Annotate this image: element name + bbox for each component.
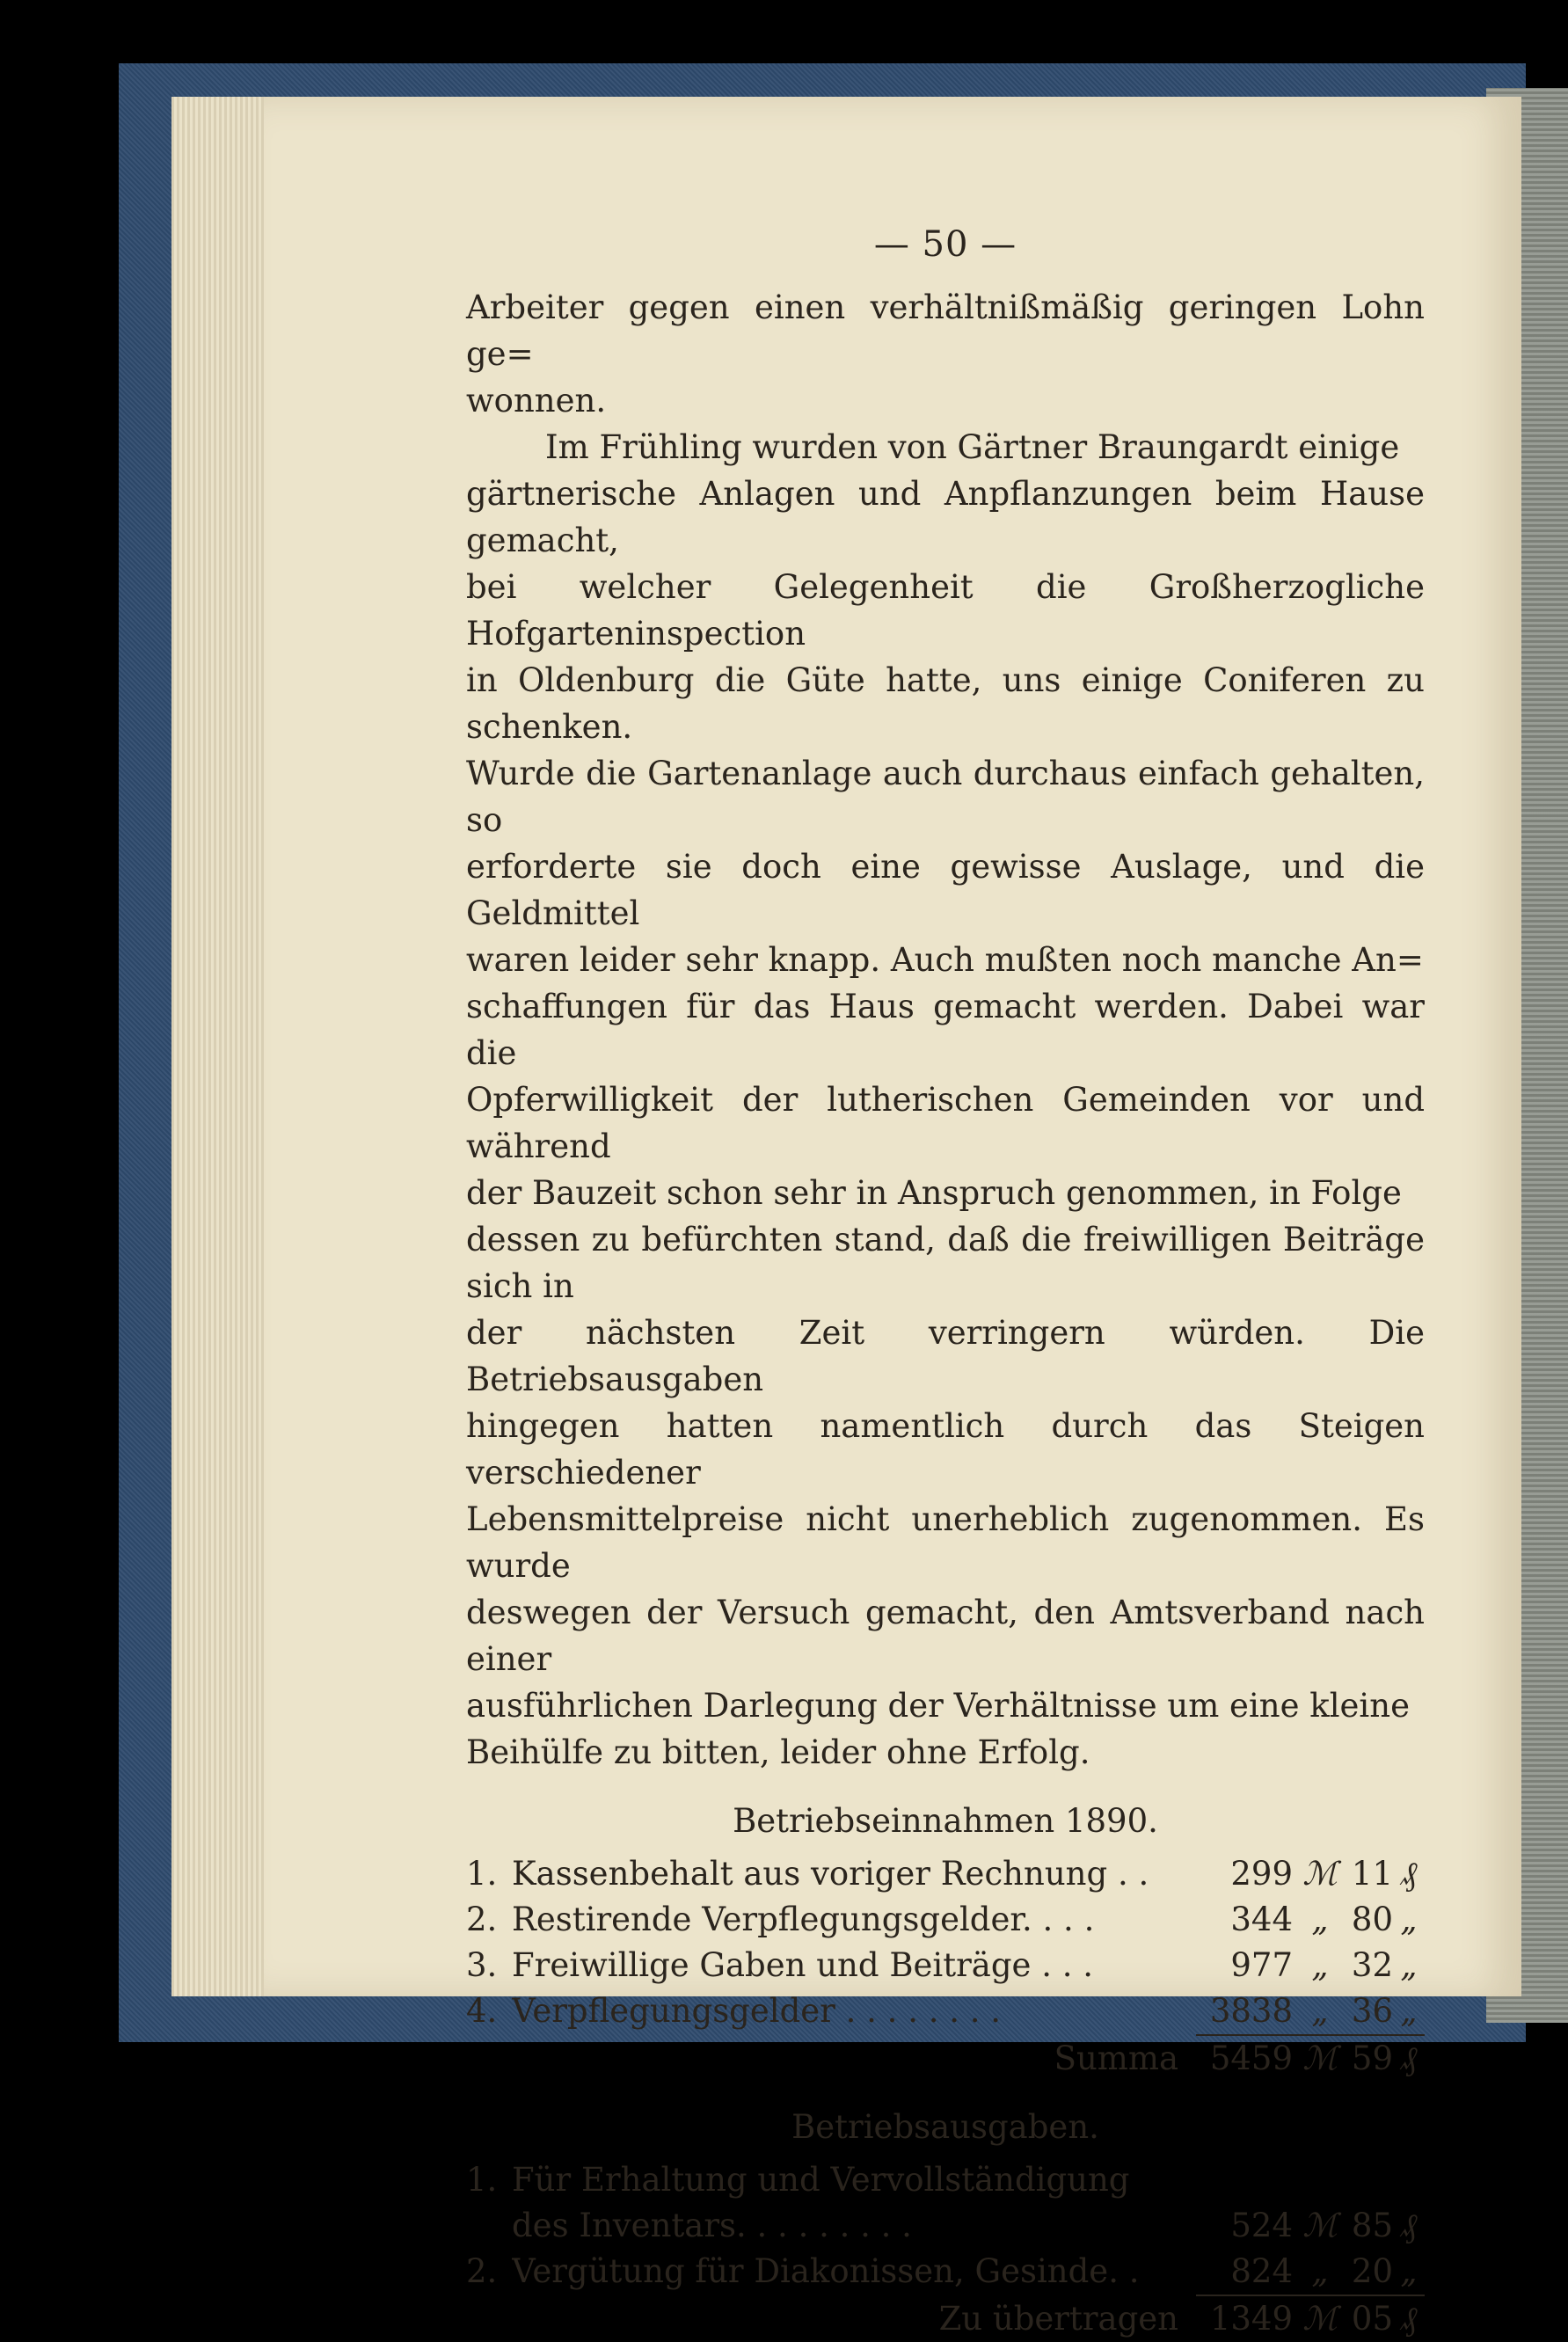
row-amount: 977 — [1230, 1946, 1293, 1984]
body-line: bei welcher Gelegenheit die Großherzogliche Hofgarteninspection — [466, 568, 1425, 653]
ditto-mark: „ — [1400, 1901, 1418, 1938]
body-line: Im Frühling wurden von Gärtner Braungardt einige — [545, 428, 1400, 466]
ditto-mark: „ — [1400, 1992, 1418, 2030]
row-description: Kassenbehalt aus voriger Rechnung . . — [512, 1855, 1149, 1893]
income-sum-row — [466, 2034, 1425, 2082]
page-edges — [171, 97, 277, 1996]
body-line: deswegen der Versuch gemacht, den Amtsverband nach einer — [466, 1594, 1425, 1678]
row-number: 4. — [466, 1992, 498, 2030]
row-amount: 3838 — [1209, 1992, 1293, 2030]
carry-forward-row — [466, 2295, 1425, 2342]
row-number: 2. — [466, 1901, 498, 1938]
carry-amount: 1349 — [1196, 2295, 1293, 2342]
row-description: Vergütung für Diakonissen, Gesinde. . — [512, 2252, 1140, 2290]
row-number: 3. — [466, 1946, 498, 1984]
body-line: Opferwilligkeit der lutherischen Gemeinden vor und während — [466, 1081, 1425, 1165]
expense-row — [466, 2249, 1425, 2295]
pfennig-symbol: ₰ — [1393, 2034, 1425, 2082]
page-content — [466, 224, 1425, 2342]
row-number: 1. — [466, 1855, 498, 1893]
ditto-mark: „ — [1400, 1946, 1418, 1984]
row-amount: 524 — [1230, 2207, 1293, 2244]
pfennig-symbol: ₰ — [1393, 2295, 1425, 2342]
row-amount: 299 — [1230, 1855, 1293, 1893]
body-line: gärtnerische Anlagen und Anpflanzungen beim Hause gemacht, — [466, 475, 1425, 559]
sum-label: Summa — [1054, 2039, 1178, 2077]
pfennig-symbol: ₰ — [1400, 1855, 1418, 1893]
body-line: schaffungen für das Haus gemacht werden. Dabei war die — [466, 988, 1425, 1072]
income-row — [466, 1851, 1425, 1897]
sum-amount: 5459 — [1196, 2034, 1293, 2082]
income-row — [466, 1943, 1425, 1988]
body-text — [466, 284, 1425, 1776]
carry-cents: 05 — [1347, 2295, 1393, 2342]
body-line: waren leider sehr knapp. Auch mußten noch manche An= — [466, 941, 1424, 979]
income-row — [466, 1897, 1425, 1943]
body-line: in Oldenburg die Güte hatte, uns einige Coniferen zu schenken. — [466, 661, 1425, 746]
row-description: Für Erhaltung und Vervollständigung — [512, 2161, 1130, 2199]
row-number: 2. — [466, 2252, 498, 2290]
row-description: Restirende Verpflegungsgelder. . . . — [512, 1901, 1095, 1938]
book-page — [264, 97, 1521, 2338]
body-line: hingegen hatten namentlich durch das Steigen verschiedener — [466, 1407, 1425, 1492]
row-cents: 80 — [1351, 1901, 1393, 1938]
mark-symbol: ℳ — [1302, 1855, 1338, 1893]
mark-symbol: ℳ — [1302, 2207, 1338, 2244]
row-amount: 344 — [1230, 1901, 1293, 1938]
carry-label: Zu übertragen — [938, 2300, 1178, 2338]
income-heading: Betriebseinnahmen 1890. — [733, 1802, 1158, 1840]
mark-symbol: ℳ — [1293, 2034, 1347, 2082]
body-line: Lebensmittelpreise nicht unerheblich zugenommen. Es wurde — [466, 1500, 1425, 1585]
body-line: erforderte sie doch eine gewisse Auslage, und die Geldmittel — [466, 848, 1425, 932]
expense-row — [466, 2157, 1425, 2203]
income-row — [466, 1988, 1425, 2034]
row-cents: 20 — [1351, 2252, 1393, 2290]
body-line: wonnen. — [466, 382, 607, 420]
expense-row-continued — [466, 2203, 1425, 2249]
row-number: 1. — [466, 2161, 498, 2199]
row-amount: 824 — [1230, 2252, 1293, 2290]
row-cents: 36 — [1351, 1992, 1393, 2030]
row-cents: 85 — [1351, 2207, 1393, 2244]
body-line: der Bauzeit schon sehr in Anspruch genommen, in Folge — [466, 1174, 1402, 1212]
body-line: Arbeiter gegen einen verhältnißmäßig geringen Lohn ge= — [466, 288, 1425, 373]
row-cents: 32 — [1351, 1946, 1393, 1984]
ditto-mark: „ — [1311, 1946, 1329, 1984]
body-line: dessen zu befürchten stand, daß die freiwilligen Beiträge sich in — [466, 1221, 1425, 1305]
ditto-mark: „ — [1400, 2252, 1418, 2290]
sum-cents: 59 — [1347, 2034, 1393, 2082]
body-line: der nächsten Zeit verringern würden. Die Betriebsausgaben — [466, 1314, 1425, 1398]
mark-symbol: ℳ — [1293, 2295, 1347, 2342]
body-line: ausführlichen Darlegung der Verhältnisse um eine kleine — [466, 1687, 1410, 1725]
body-line: Wurde die Gartenanlage auch durchaus einfach gehalten, so — [466, 755, 1425, 839]
body-line: Beihülfe zu bitten, leider ohne Erfolg. — [466, 1733, 1090, 1771]
row-description: Verpflegungsgelder . . . . . . . . — [512, 1992, 1002, 2030]
ditto-mark: „ — [1311, 1992, 1329, 2030]
row-cents: 11 — [1351, 1855, 1393, 1893]
row-description: Freiwillige Gaben und Beiträge . . . — [512, 1946, 1094, 1984]
ditto-mark: „ — [1311, 2252, 1329, 2290]
expenses-heading: Betriebsausgaben. — [791, 2108, 1099, 2146]
row-description: des Inventars. . . . . . . . . — [512, 2207, 912, 2244]
page-number: — 50 — — [873, 224, 1017, 265]
pfennig-symbol: ₰ — [1400, 2207, 1418, 2244]
ditto-mark: „ — [1311, 1901, 1329, 1938]
